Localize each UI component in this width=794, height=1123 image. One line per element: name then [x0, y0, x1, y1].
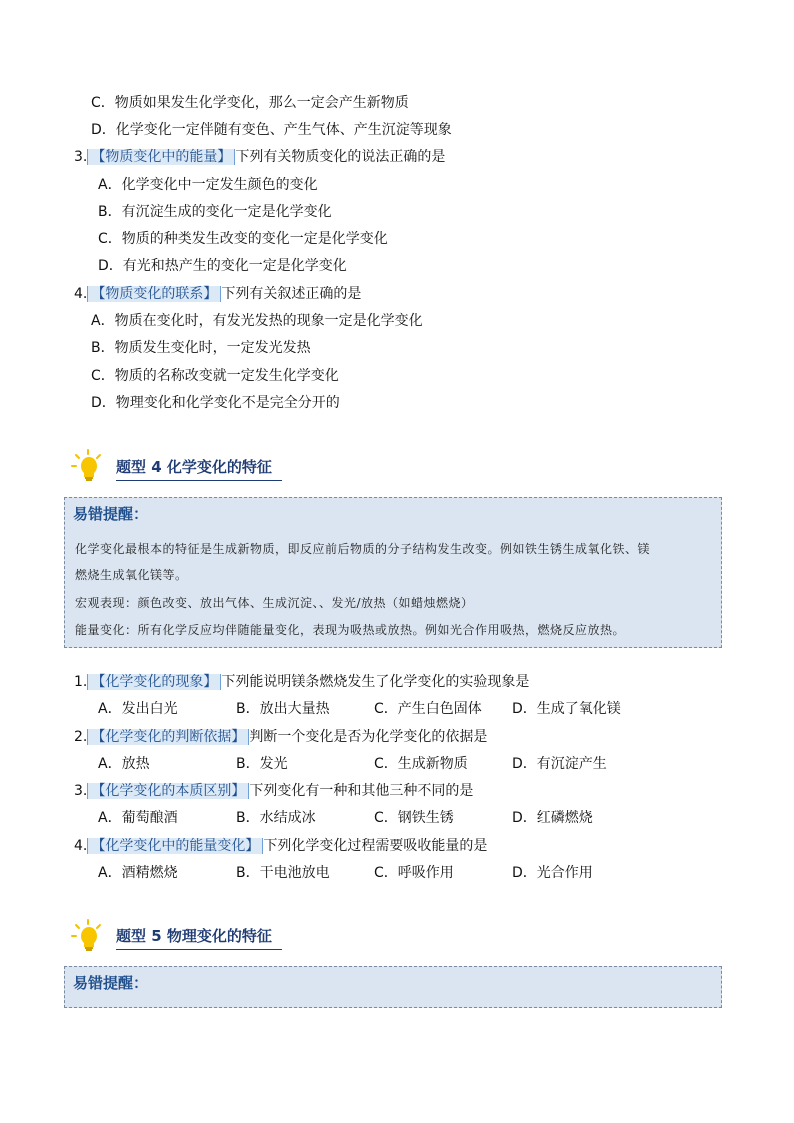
option-c: C．产生白色固体 — [374, 701, 482, 717]
section-underline — [116, 949, 282, 950]
question-number: 2. — [74, 729, 88, 745]
section-title: 题型 4 化学变化的特征 — [116, 458, 272, 476]
option-a: A．发出白光 — [98, 701, 178, 717]
question-tag: 【化学变化的本质区别】 — [87, 783, 249, 799]
lightbulb-icon — [70, 918, 106, 954]
section-underline — [116, 480, 282, 481]
lightbulb-icon — [70, 448, 106, 484]
option-c: C．物质如果发生化学变化，那么一定会产生新物质 — [91, 95, 409, 111]
question-number: 3. — [74, 149, 88, 165]
tip-line: 宏观表现：颜色改变、放出气体、生成沉淀、、发光/放热（如蜡烛燃烧） — [75, 596, 474, 610]
option-c: C．钢铁生锈 — [374, 810, 454, 826]
options-row — [98, 863, 650, 883]
question-tag: 【化学变化的现象】 — [87, 674, 221, 690]
option-a: A．放热 — [98, 756, 150, 772]
question-1 — [74, 672, 529, 692]
option-c: C．物质的种类发生改变的变化一定是化学变化 — [98, 231, 388, 247]
question-3 — [74, 781, 473, 801]
tip-line: 化学变化最根本的特征是生成新物质，即反应前后物质的分子结构发生改变。例如铁生锈生成氧化铁、镁 — [75, 542, 651, 556]
option-d: D．化学变化一定伴随有变色、产生气体、产生沉淀等现象 — [91, 122, 452, 138]
question-stem: 下列有关叙述正确的是 — [221, 286, 362, 302]
question-stem: 判断一个变化是否为化学变化的依据是 — [249, 729, 488, 745]
options-row — [98, 808, 650, 828]
option-d: D．光合作用 — [512, 865, 593, 881]
question-number: 4. — [74, 286, 88, 302]
question-3a — [74, 147, 445, 167]
options-row — [98, 754, 650, 774]
option-b: B．放出大量热 — [236, 701, 330, 717]
question-number: 4. — [74, 838, 88, 854]
question-stem: 下列化学变化过程需要吸收能量的是 — [263, 838, 488, 854]
question-tag: 【化学变化中的能量变化】 — [87, 838, 263, 854]
question-tag: 【物质变化中的能量】 — [87, 149, 235, 165]
question-number: 1. — [74, 674, 88, 690]
option-d: D．有沉淀产生 — [512, 756, 607, 772]
option-b: B．水结成冰 — [236, 810, 316, 826]
question-4 — [74, 836, 487, 856]
option-b: B．干电池放电 — [236, 865, 330, 881]
option-d: D．红磷燃烧 — [512, 810, 593, 826]
option-c: C．生成新物质 — [374, 756, 468, 772]
tip-box — [64, 966, 722, 1008]
option-d: D．生成了氧化镁 — [512, 701, 621, 717]
question-stem: 下列能说明镁条燃烧发生了化学变化的实验现象是 — [221, 674, 530, 690]
tip-title: 易错提醒： — [73, 505, 149, 523]
option-b: B．发光 — [236, 756, 288, 772]
option-a: A．物质在变化时，有发光发热的现象一定是化学变化 — [91, 313, 423, 329]
option-a: A．葡萄酿酒 — [98, 810, 178, 826]
options-row — [98, 699, 650, 719]
option-a: A．化学变化中一定发生颜色的变化 — [98, 177, 318, 193]
question-stem: 下列有关物质变化的说法正确的是 — [235, 149, 446, 165]
option-d: D．物理变化和化学变化不是完全分开的 — [91, 395, 340, 411]
question-tag: 【化学变化的判断依据】 — [87, 729, 249, 745]
tip-line: 燃烧生成氧化镁等。 — [75, 568, 188, 582]
option-d: D．有光和热产生的变化一定是化学变化 — [98, 258, 347, 274]
option-c: C．物质的名称改变就一定发生化学变化 — [91, 368, 339, 384]
question-tag: 【物质变化的联系】 — [87, 286, 221, 302]
tip-title: 易错提醒： — [73, 974, 149, 992]
option-b: B．有沉淀生成的变化一定是化学变化 — [98, 204, 332, 220]
option-a: A．酒精燃烧 — [98, 865, 178, 881]
question-2 — [74, 727, 487, 747]
tip-line: 能量变化：所有化学反应均伴随能量变化，表现为吸热或放热。例如光合作用吸热，燃烧反应放热。 — [75, 623, 626, 637]
question-stem: 下列变化有一种和其他三种不同的是 — [249, 783, 474, 799]
question-number: 3. — [74, 783, 88, 799]
question-4a — [74, 284, 361, 304]
option-b: B．物质发生变化时，一定发光发热 — [91, 340, 311, 356]
tip-box — [64, 497, 722, 648]
section-title: 题型 5 物理变化的特征 — [116, 927, 272, 945]
option-c: C．呼吸作用 — [374, 865, 454, 881]
